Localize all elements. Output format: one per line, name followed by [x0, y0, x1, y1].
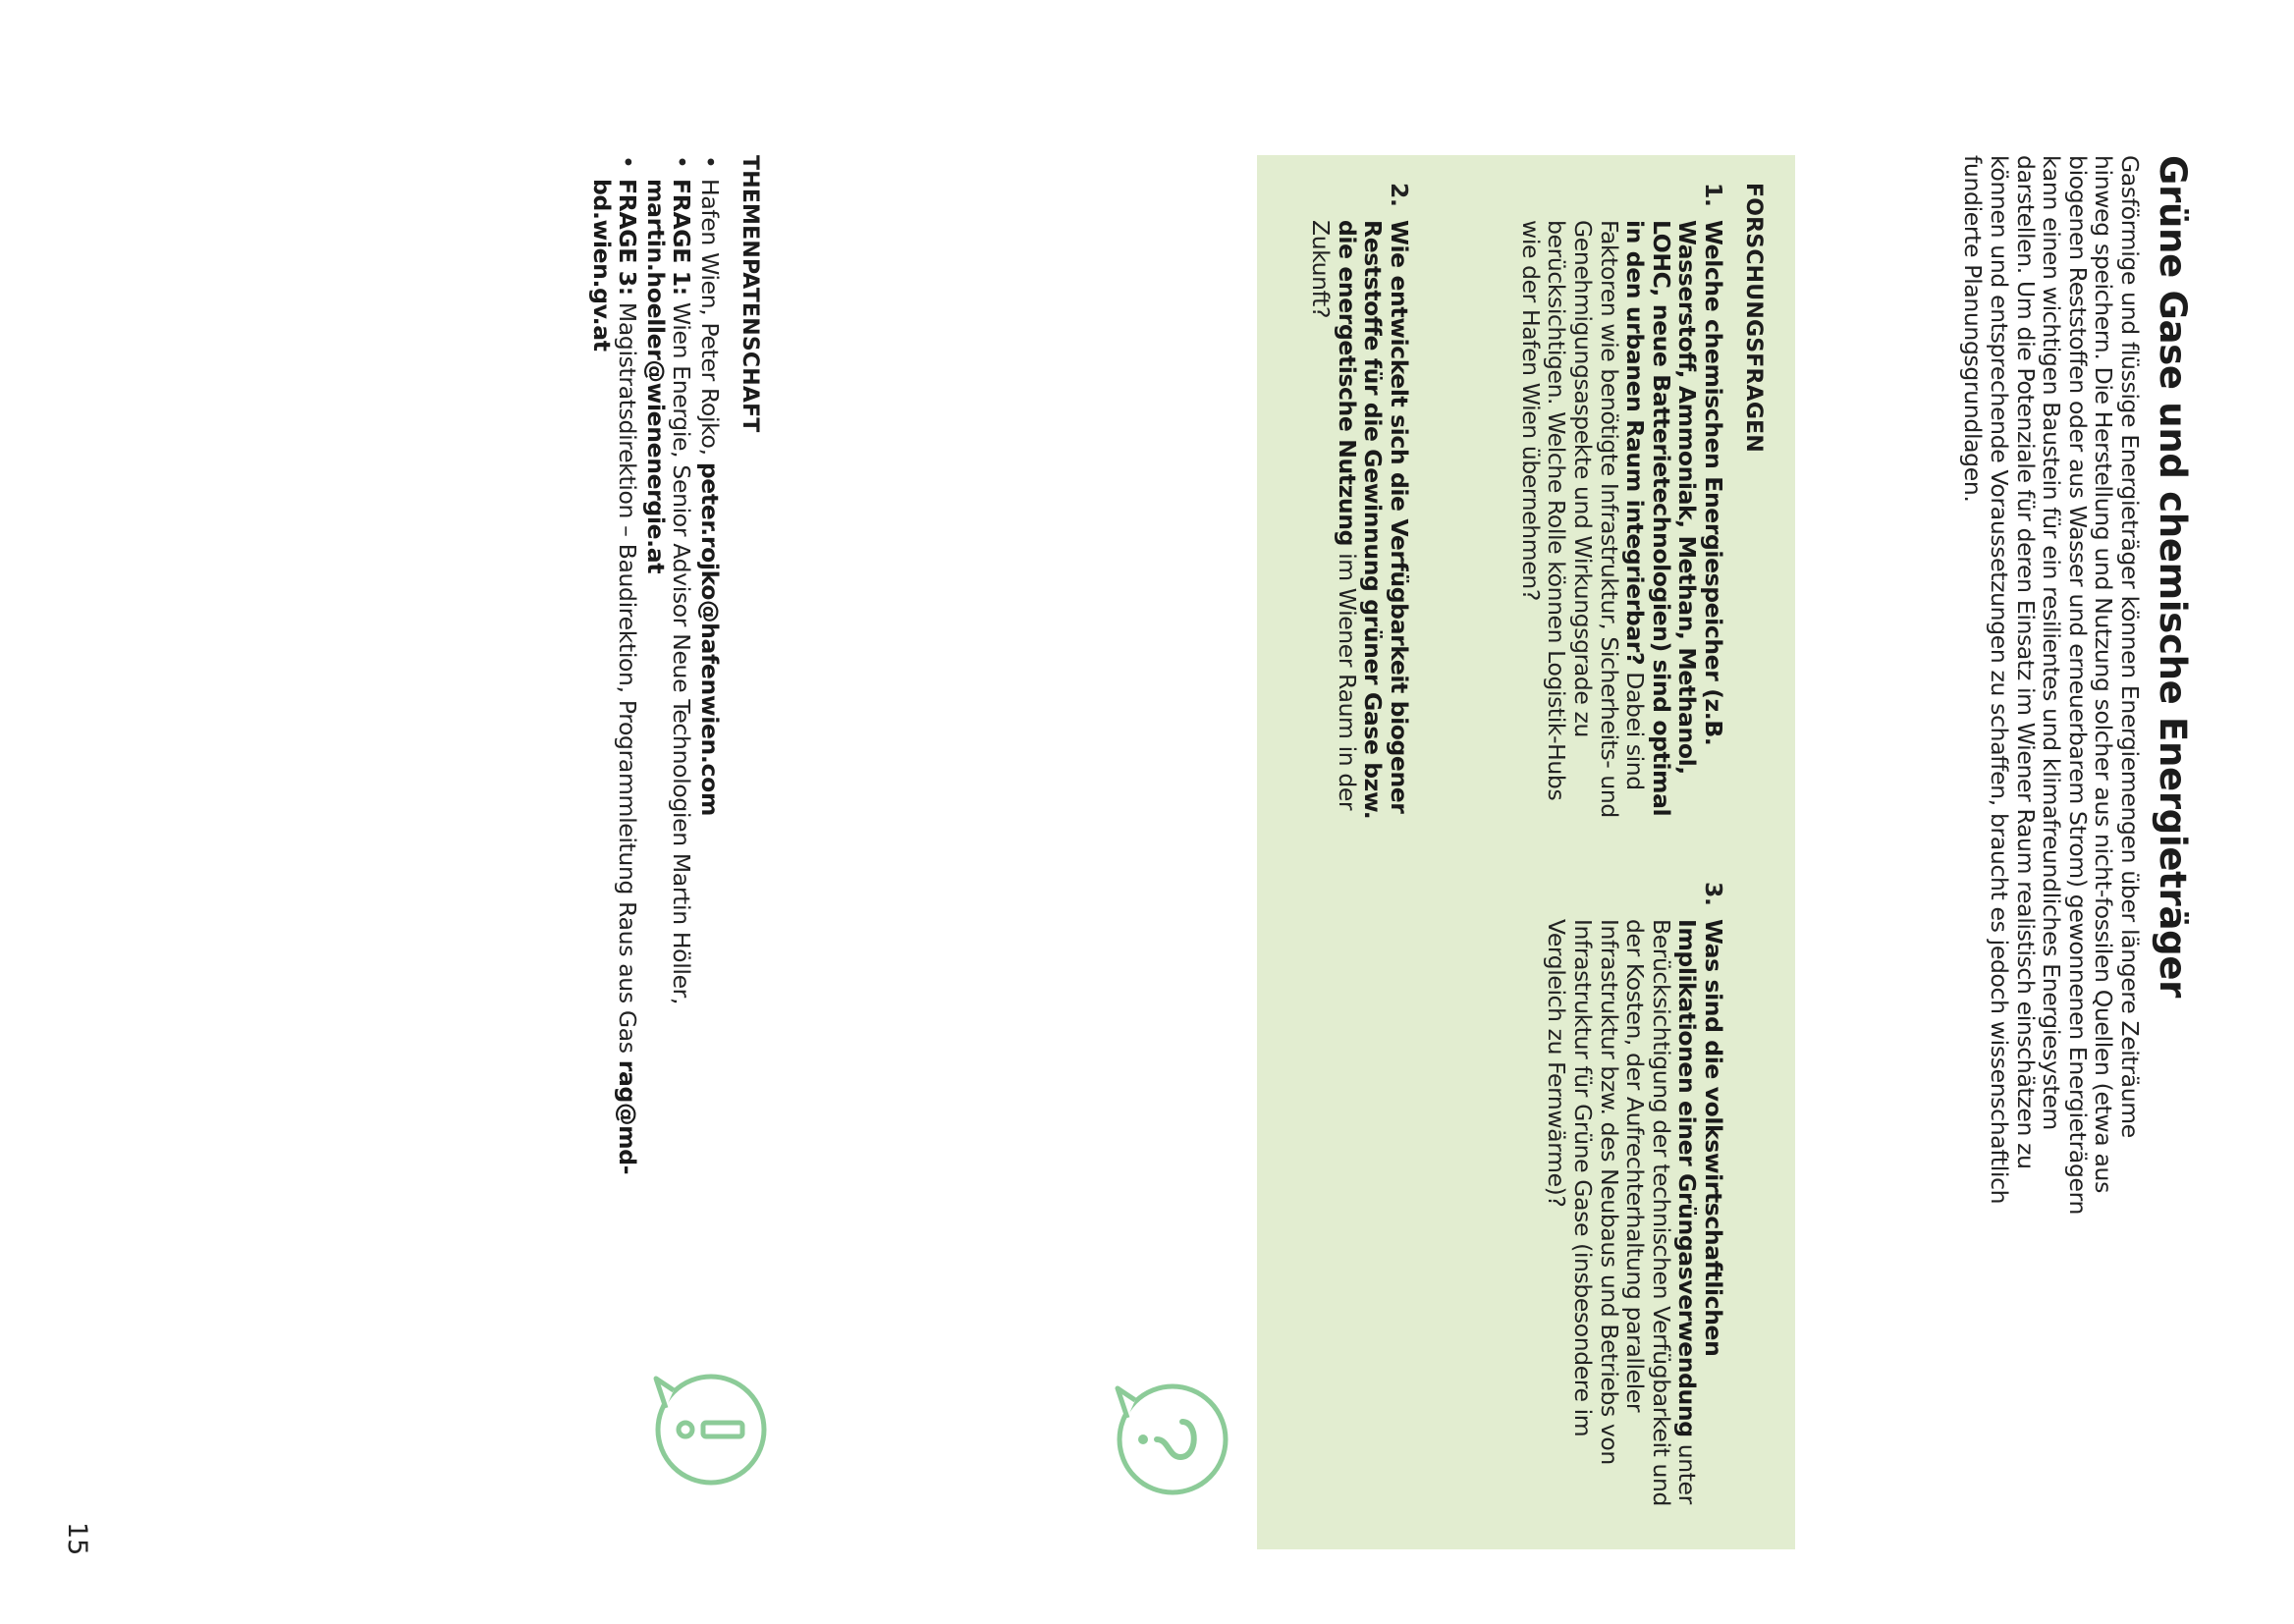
patron-text: Magistratsdirektion – Baudirektion, Programmleitung Raus aus Gas — [614, 295, 642, 1060]
patron-email-link[interactable]: martin.hoeller@wienenergie.at — [641, 179, 670, 574]
exclamation-speech-bubble-icon — [652, 1365, 772, 1502]
question-number: 2. — [1386, 183, 1413, 207]
question-number: 1. — [1700, 183, 1727, 207]
list-item — [642, 155, 694, 1235]
page-title: Grüne Gase und chemische Energieträger — [2152, 155, 2194, 999]
question-bold-text: Was sind die volkswirtschaftlichen Implikationen einer Grüngasverwendung — [1673, 919, 1727, 1437]
patron-label: FRAGE 3: — [614, 179, 642, 296]
question-bold-text: Welche chemischen Energiespeicher (z.B. Wasserstoff, Ammoniak, Methan, Methanol, LOHC, neue Batterietechnologien) sind optimal in den urbanen Raum integrierbar? — [1621, 220, 1727, 817]
patron-label: FRAGE 1: — [668, 179, 696, 296]
research-question-2 — [1308, 183, 1412, 831]
question-text: unter Berücksichtigung der technischen Verfügbarkeit und der Kosten, der Aufrechterhaltung paralleler Infrastruktur bzw. des Neubaus und Betriebs von Infrastruktur für Grüne Gase (insbesondere im Vergleich zu Fernwärme)? — [1543, 919, 1702, 1506]
research-question-1 — [1517, 183, 1726, 831]
question-bold-text: Wie entwickelt sich die Verfügbarkeit biogener Reststoffe für die Gewinnung grüner Gase bzw. die energetische Nutzung — [1333, 220, 1413, 820]
intro-paragraph: Gasförmige und flüssige Energieträger können Energiemengen über längere Zeiträume hinweg speichern. Die Herstellung und Nutzung solcher aus nicht-fossilen Quellen (etwa aus biogenen Reststoffen oder aus Wasser und erneuerbarem Strom) gewonnenen Energieträgern kann einen wichtigen Baustein für ein resilientes und klimafreundliches Energiesystem darstellen. Um die Potenziale für deren Einsatz im Wiener Raum realistisch einschätzen zu können und entsprechende Voraussetzungen zu schaffen, braucht es jedoch wissenschaftlich fundierte Planungsgrundlagen. — [1959, 155, 2144, 1216]
list-item — [588, 155, 640, 1235]
research-questions-box — [1257, 155, 1795, 1549]
question-speech-bubble-icon — [1114, 1375, 1233, 1512]
research-question-3 — [1544, 882, 1726, 1510]
patronage-heading: THEMENPATENSCHAFT — [737, 155, 762, 433]
patron-text: Wien Energie, Senior Advisor Neue Technologien Martin Höller, — [668, 295, 696, 1005]
patron-text: Hafen Wien, Peter Rojko, — [696, 179, 724, 462]
question-number: 3. — [1700, 882, 1727, 906]
page-number: 15 — [62, 1522, 92, 1556]
patronage-list — [586, 155, 723, 1235]
question-text: Dabei sind Faktoren wie benötigte Infrastruktur, Sicherheits- und Genehmigungsaspekte und Wirkungsgrade zu berücksichtigen. Welche Rolle können Logistik-Hubs wie der Hafen Wien übernehmen? — [1516, 220, 1650, 818]
list-item — [696, 155, 723, 1235]
patron-email-link[interactable]: rag@md-bd.wien.gv.at — [587, 179, 642, 1175]
research-heading: FORSCHUNGSFRAGEN — [1741, 183, 1766, 453]
question-text: im Wiener Raum in der Zukunft? — [1307, 220, 1361, 811]
patron-email-link[interactable]: peter.rojko@hafenwien.com — [696, 461, 724, 817]
